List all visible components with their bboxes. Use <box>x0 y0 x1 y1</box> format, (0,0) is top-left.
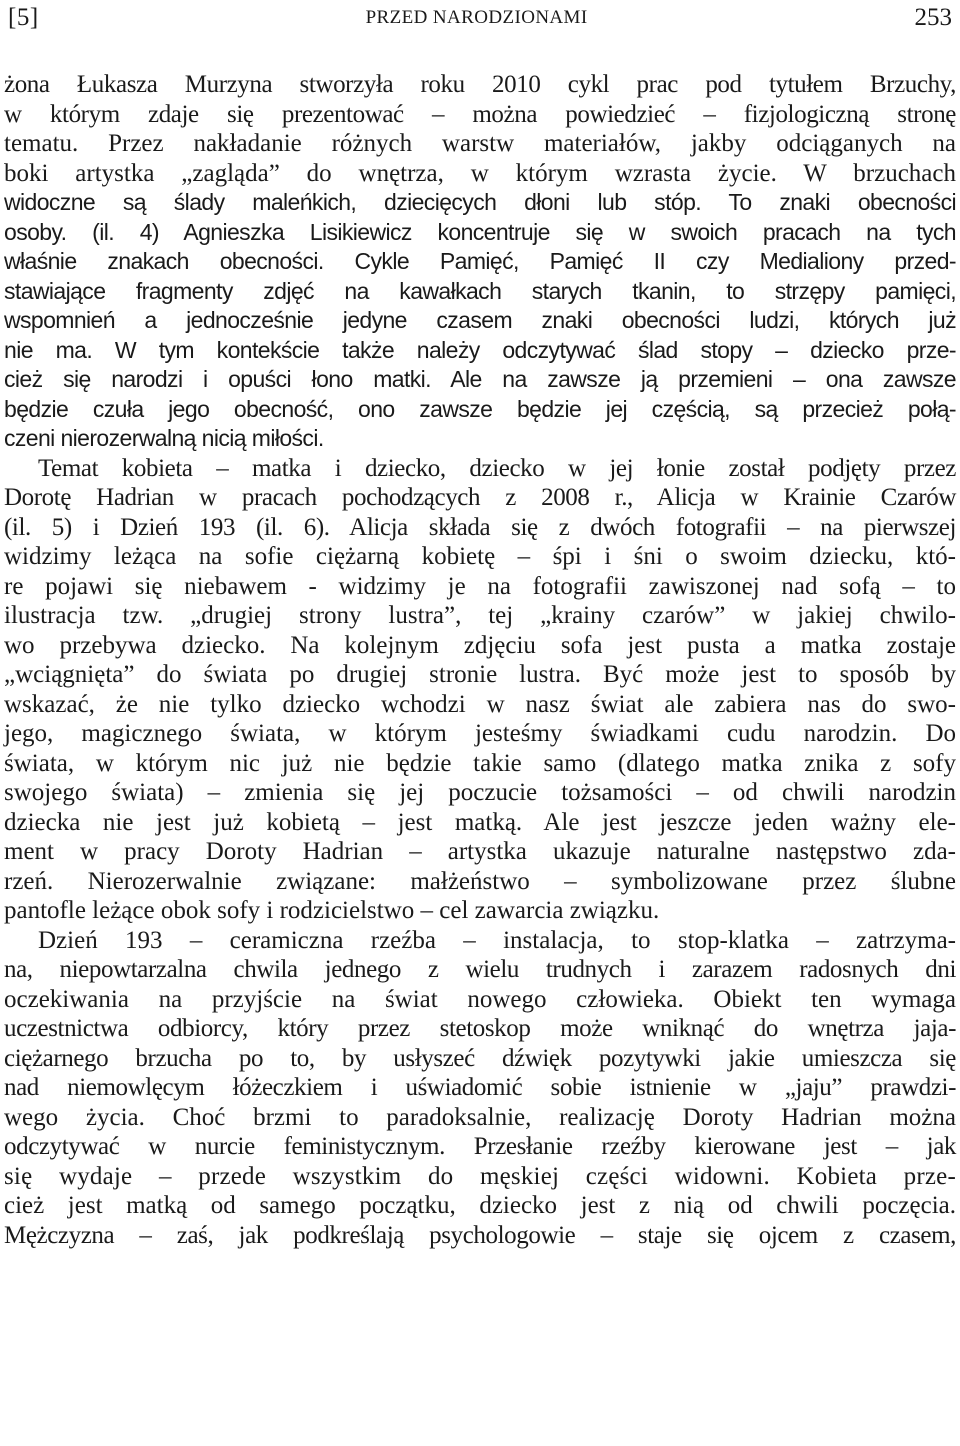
text-line: czeni nierozerwalną nicią miłości. <box>4 425 324 451</box>
text-line: re pojawi się niebawem - widzimy je na fotografii zawiszonej nad sofą – to <box>4 572 956 600</box>
text-line: pantofle leżące obok sofy i rodzicielstwo – cel zawarcia związku. <box>4 897 660 924</box>
text-line: odczytywać w nurcie feministycznym. Przesłanie rzeźby kierowane jest – jak <box>4 1133 956 1160</box>
text-line: wo przebywa dziecko. Na kolejnym zdjęciu sofa jest pusta a matka zostaje <box>4 631 956 659</box>
text-line: się wydaje – przede wszystkim do męskiej części widowni. Kobieta prze- <box>4 1162 956 1190</box>
text-line: tematu. Przez nakładanie różnych warstw materiałów, jakby odciąganych na <box>4 130 956 157</box>
text-line: świata, w którym nic już nie będzie takie samo (dlatego matka znika z sofy <box>4 749 956 777</box>
text-line: nie ma. W tym kontekście także należy odczytywać ślad stopy – dziecko prze- <box>4 336 956 363</box>
text-line: (il. 5) i Dzień 193 (il. 6). Alicja składa się z dwóch fotografii – na pierwszej <box>4 513 956 541</box>
text-line: Mężczyzna – zaś, jak podkreślają psychologowie – staje się ojcem z czasem, <box>4 1221 956 1249</box>
text-line: rzeń. Nierozerwalnie związane: małżeństwo – symbolizowane przez ślubne <box>4 867 956 895</box>
text-line: właśnie znakach obecności. Cykle Pamięć, Pamięć II czy Medialiony przed- <box>4 248 956 274</box>
running-title: PRZED NARODZIONAMI <box>365 7 588 28</box>
running-header <box>8 0 952 36</box>
text-line: w którym zdaje się prezentować – można powiedzieć – fizjologiczną stronę <box>4 100 956 128</box>
text-line: stawiające fragmenty zdjęć na kawałkach starych tkanin, to strzępy pamięci, <box>4 277 956 304</box>
text-line: boki artystka „zagląda” do wnętrza, w którym wzrasta życie. W brzuchach <box>4 159 956 187</box>
paragraph-first-line: Dzień 193 – ceramiczna rzeźba – instalacja, to stop-klatka – zatrzyma- <box>38 926 956 954</box>
text-line: będzie czuła jego obecność, ono zawsze będzie jej częścią, są przecież połą- <box>4 395 956 422</box>
text-line: widzimy leżąca na sofie ciężarną kobietę – śpi i śni o swoim dziecku, któ- <box>4 543 956 570</box>
text-line: ment w pracy Doroty Hadrian – artystka ukazuje naturalne następstwo zda- <box>4 838 956 865</box>
text-line: żona Łukasza Murzyna stworzyła roku 2010 cykl prac pod tytułem Brzuchy, <box>4 71 956 98</box>
text-line: nad niemowlęcym łóżeczkiem i uświadomić sobie istnienie w „jaju” prawdzi- <box>4 1074 956 1101</box>
paragraph-first-line: Temat kobieta – matka i dziecko, dziecko w jej łonie został podjęty przez <box>38 454 956 482</box>
text-line: Dorotę Hadrian w pracach pochodzących z 2008 r., Alicja w Krainie Czarów <box>4 484 956 511</box>
text-line: ilustracja tzw. „drugiej strony lustra”, tej „krainy czarów” w jakiej chwilo- <box>4 602 956 629</box>
text-line: wego życia. Choć brzmi to paradoksalnie, realizację Doroty Hadrian można <box>4 1103 956 1131</box>
page-number: 253 <box>914 4 952 31</box>
text-line: uczestnictwa odbiorcy, który przez stetoskop może wniknąć do wnętrza jaja- <box>4 1015 956 1042</box>
text-line: ciężarnego brzucha po to, by usłyszeć dźwięk pozytywki jakie umieszcza się <box>4 1044 956 1072</box>
text-line: swojego świata) – zmienia się jej poczucie tożsamości – od chwili narodzin <box>4 779 956 806</box>
text-line: na, niepowtarzalna chwila jednego z wielu trudnych i zarazem radosnych dni <box>4 956 956 983</box>
text-line: cież jest matką od samego początku, dziecko jest z nią od chwili poczęcia. <box>4 1192 956 1219</box>
text-line: osoby. (il. 4) Agnieszka Lisikiewicz koncentruje się w swoich pracach na tych <box>4 218 956 245</box>
text-line: dziecka nie jest już kobietą – jest matką. Ale jest jeszcze jeden ważny ele- <box>4 808 956 836</box>
text-line: cież się narodzi i opuści łono matki. Ale na zawsze ją przemieni – ona zawsze <box>4 366 956 392</box>
text-line: widoczne są ślady maleńkich, dziecięcych dłoni lub stóp. To znaki obecności <box>4 189 956 215</box>
text-line: wspomnień a jednocześnie jedyne czasem znaki obecności ludzi, których już <box>4 307 956 333</box>
text-line: jego, magicznego świata, w którym jesteśmy świadkami cudu narodzin. Do <box>4 720 956 747</box>
text-line: oczekiwania na przyjście na świat nowego człowieka. Obiekt ten wymaga <box>4 985 956 1013</box>
body-text <box>4 70 956 1250</box>
text-line: wskazać, że nie tylko dziecko wchodzi w nasz świat ale zabiera nas do swo- <box>4 690 956 718</box>
section-number: [5] <box>8 4 39 31</box>
text-line: „wciągnięta” do świata po drugiej stronie lustra. Być może jest to sposób by <box>4 661 956 688</box>
